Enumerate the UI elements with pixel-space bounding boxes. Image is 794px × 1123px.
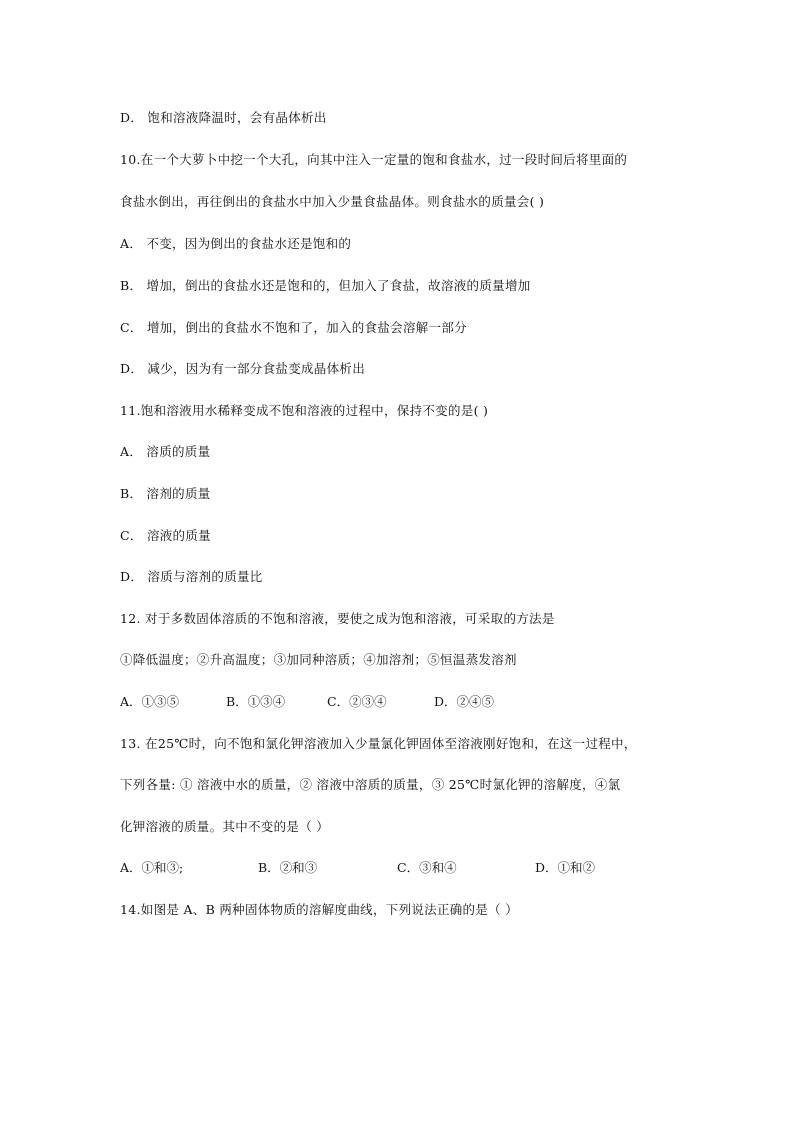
q13-option-d: D．①和② [535, 860, 596, 875]
q13-options-row [120, 860, 620, 876]
q11-option-d: D． 溶质与溶剂的质量比 [120, 569, 263, 584]
q10-option-b: B． 增加，倒出的食盐水还是饱和的，但加入了食盐，故溶液的质量增加 [120, 278, 531, 293]
q11-stem: 11.饱和溶液用水稀释变成不饱和溶液的过程中，保持不变的是( ) [120, 403, 489, 418]
q12-method-list: ①降低温度；②升高温度；③加同种溶质；④加溶剂；⑤恒温蒸发溶剂 [120, 652, 517, 667]
q12-options-row [120, 694, 540, 710]
q12-option-d: D．②④⑤ [434, 694, 495, 709]
q11-option-c: C． 溶液的质量 [120, 528, 211, 543]
q10-stem-line1: 10.在一个大萝卜中挖一个大孔，向其中注入一定量的饱和食盐水，过一段时间后将里面的 [120, 152, 628, 167]
q13-stem-line1: 13. 在25℃时，向不饱和氯化钾溶液加入少量氯化钾固体至溶液刚好饱和，在这一过程中， [120, 736, 637, 751]
q11-option-b: B． 溶剂的质量 [120, 486, 211, 501]
q13-stem-line2: 下列各量: ① 溶液中水的质量，② 溶液中溶质的质量，③ 25℃时氯化钾的溶解度，④氯 [120, 777, 621, 792]
q12-stem: 12. 对于多数固体溶质的不饱和溶液，要使之成为饱和溶液，可采取的方法是 [120, 611, 555, 626]
q12-option-a: A．①③⑤ [120, 694, 180, 709]
q11-option-a: A． 溶质的质量 [120, 444, 211, 459]
q12-option-c: C．②③④ [327, 694, 387, 709]
q9-option-d: D． 饱和溶液降温时，会有晶体析出 [120, 110, 327, 125]
q13-option-c: C．③和④ [397, 860, 457, 875]
q13-option-b: B．②和③ [258, 860, 318, 875]
q10-stem-line2: 食盐水倒出，再往倒出的食盐水中加入少量食盐晶体。则食盐水的质量会( ) [120, 194, 545, 209]
q13-option-a: A．①和③; [120, 860, 184, 875]
q14-stem: 14.如图是 A、B 两种固体物质的溶解度曲线，下列说法正确的是（ ） [120, 902, 519, 917]
q12-option-b: B．①③④ [226, 694, 286, 709]
q10-option-c: C． 增加，倒出的食盐水不饱和了，加入的食盐会溶解一部分 [120, 320, 467, 335]
q13-stem-line3: 化钾溶液的质量。其中不变的是（ ） [120, 819, 330, 834]
q10-option-a: A． 不变，因为倒出的食盐水还是饱和的 [120, 236, 352, 251]
q10-option-d: D． 减少，因为有一部分食盐变成晶体析出 [120, 361, 365, 376]
